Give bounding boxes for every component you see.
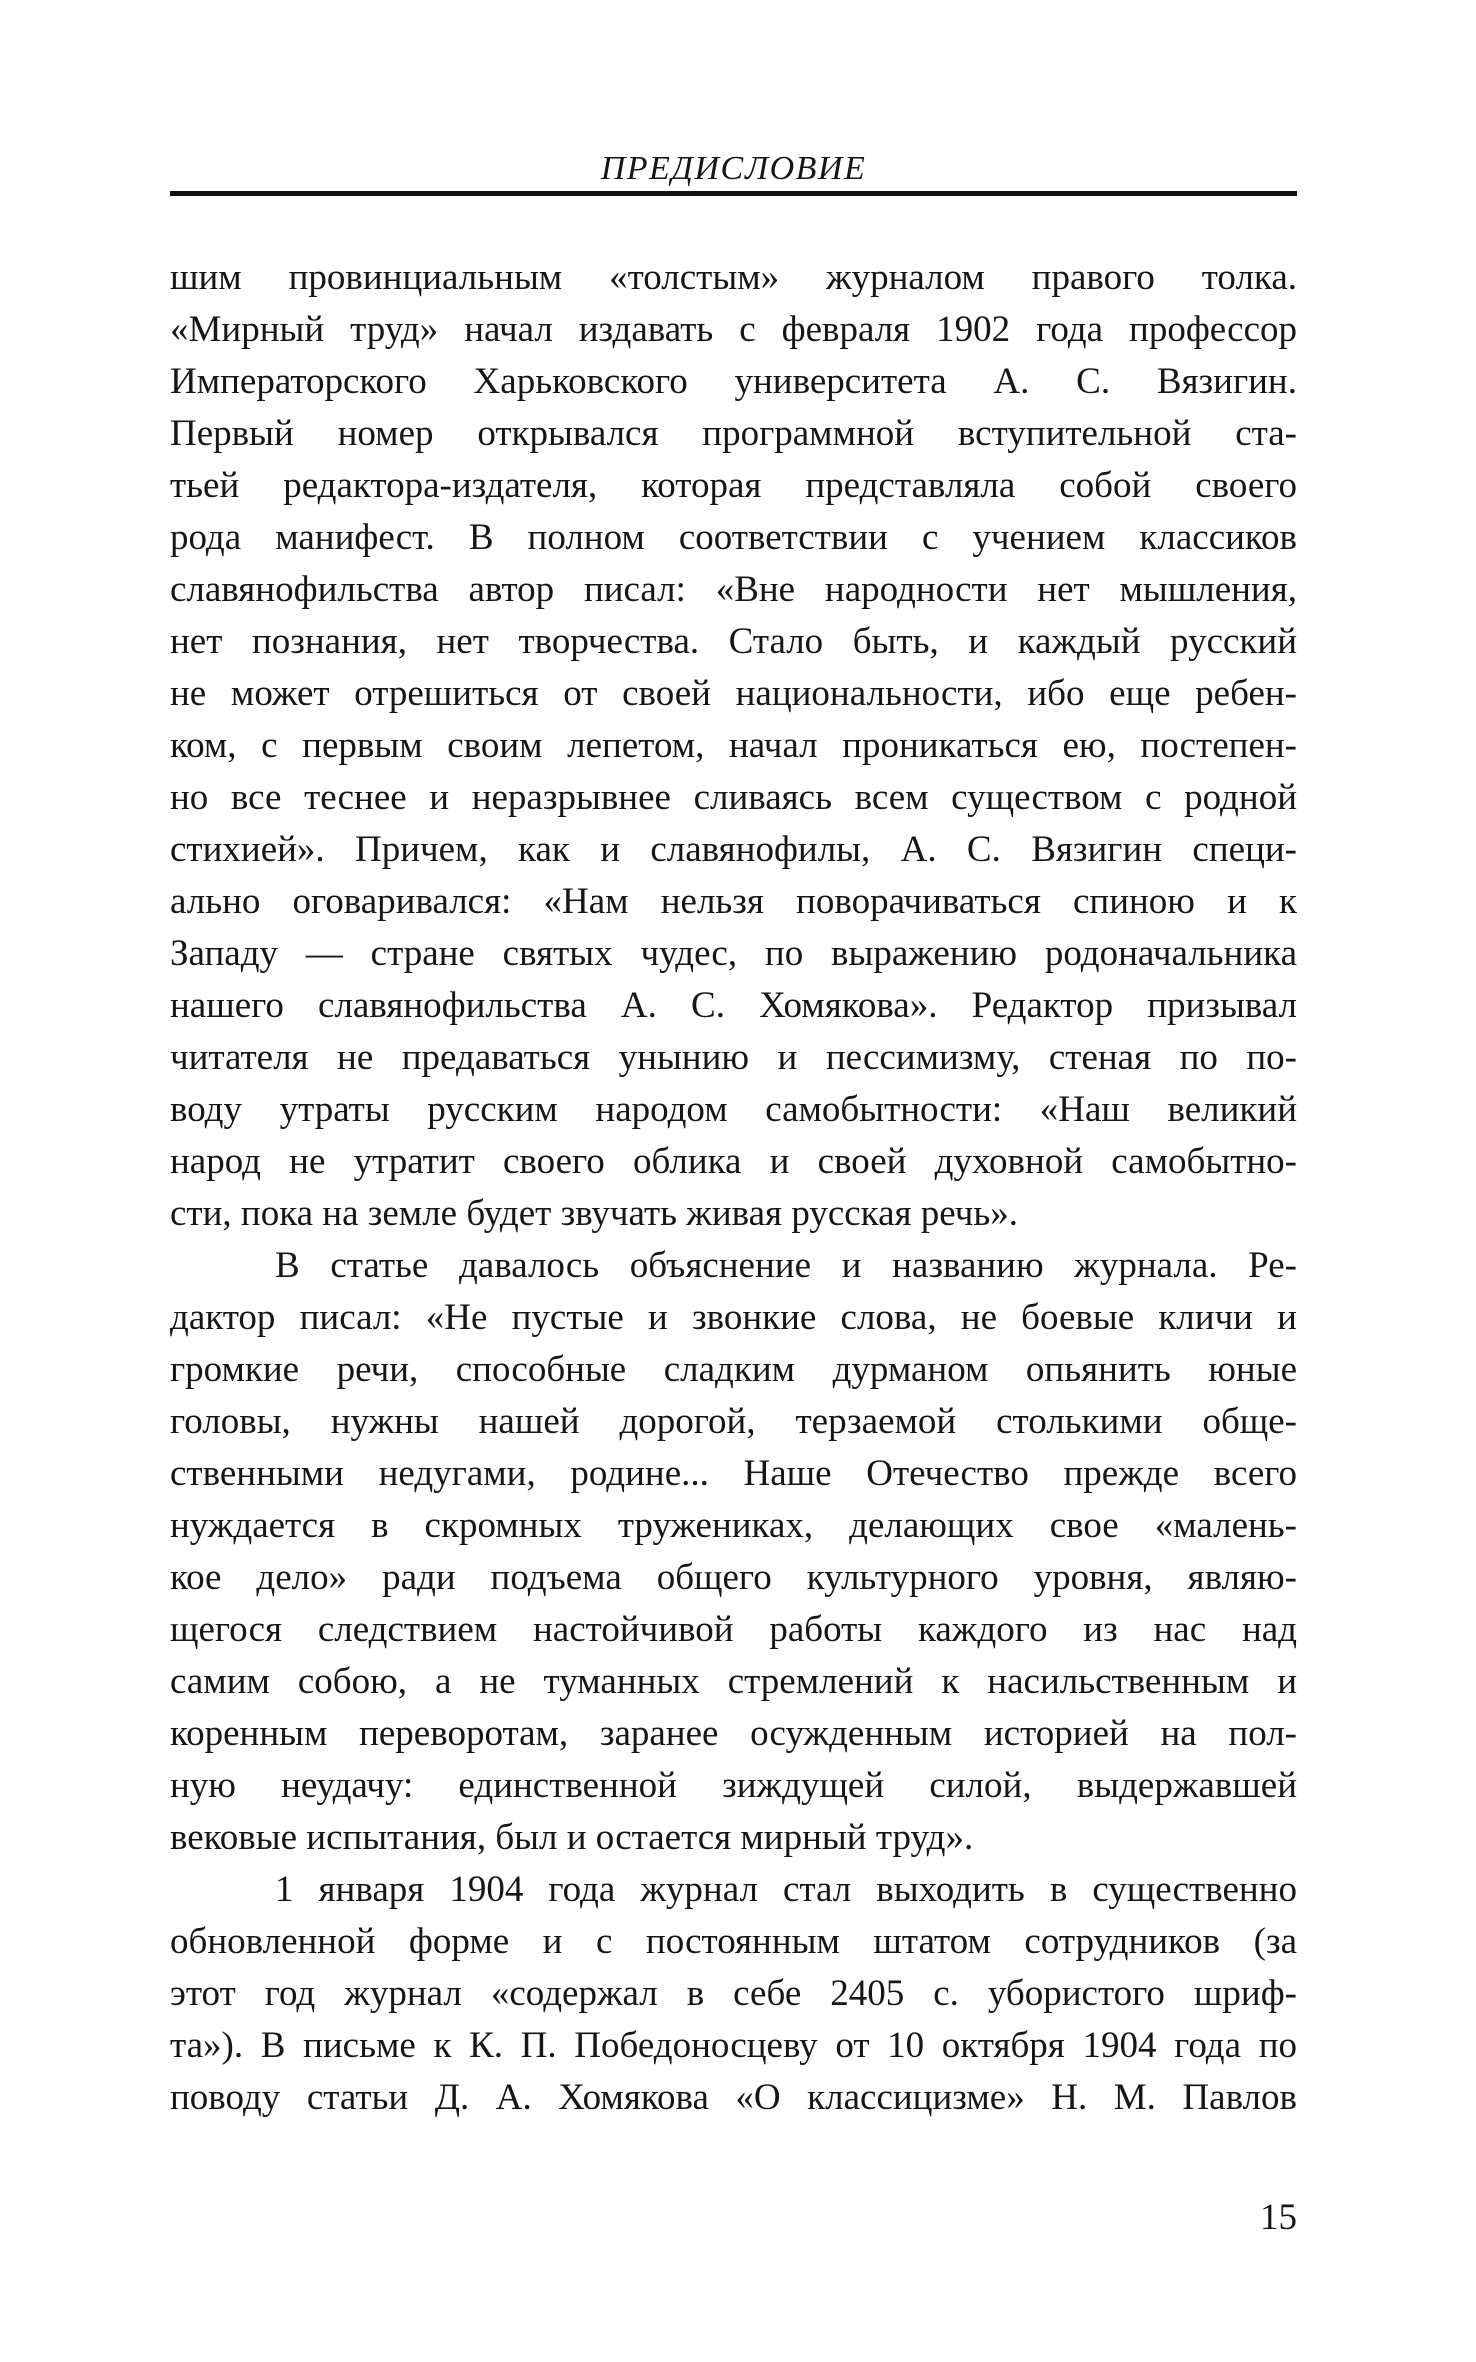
running-head: ПРЕДИСЛОВИЕ xyxy=(600,150,867,187)
text-line: та»). В письме к К. П. Победоносцеву от 10 октября 1904 года по xyxy=(170,2025,1297,2066)
text-line: не может отрешиться от своей национальности, ибо еще ребен- xyxy=(170,673,1297,714)
text-line: В статье давалось объяснение и названию журнала. Ре- xyxy=(275,1245,1297,1286)
text-line: коренным переворотам, заранее осужденным историей на пол- xyxy=(170,1713,1297,1754)
text-line: народ не утратит своего облика и своей духовной самобытно- xyxy=(170,1141,1297,1182)
text-line: тьей редактора-издателя, которая представляла собой своего xyxy=(170,465,1297,506)
text-line: обновленной форме и с постоянным штатом сотрудников (за xyxy=(170,1921,1297,1962)
text-line: громкие речи, способные сладким дурманом опьянить юные xyxy=(170,1349,1297,1390)
text-line: нашего славянофильства А. С. Хомякова». Редактор призывал xyxy=(170,985,1297,1026)
text-line: ком, с первым своим лепетом, начал проникаться ею, постепен- xyxy=(170,725,1297,766)
text-line: кое дело» ради подъема общего культурного уровня, являю- xyxy=(170,1557,1297,1598)
text-line: читателя не предаваться унынию и пессимизму, стеная по по- xyxy=(170,1037,1297,1078)
page-number: 15 xyxy=(1260,2197,1297,2238)
paragraph-3 xyxy=(170,1864,1297,2124)
text-line: 1 января 1904 года журнал стал выходить в существенно xyxy=(275,1869,1297,1910)
text-line: вековые испытания, был и остается мирный труд». xyxy=(170,1817,974,1858)
text-line: поводу статьи Д. А. Хомякова «О классицизме» Н. М. Павлов xyxy=(170,2077,1297,2118)
text-line: шим провинциальным «толстым» журналом правого толка. xyxy=(170,257,1297,298)
text-line: нуждается в скромных тружениках, делающих свое «малень- xyxy=(170,1505,1297,1546)
text-line: Западу — стране святых чудес, по выражению родоначальника xyxy=(170,933,1297,974)
text-line: воду утраты русским народом самобытности: «Наш великий xyxy=(170,1089,1297,1130)
text-line: стихией». Причем, как и славянофилы, А. С. Вязигин специ- xyxy=(170,829,1297,870)
body-text xyxy=(170,252,1297,2124)
paragraph-2 xyxy=(170,1240,1297,1864)
text-line: сти, пока на земле будет звучать живая русская речь». xyxy=(170,1193,1019,1234)
text-line: славянофильства автор писал: «Вне народности нет мышления, xyxy=(170,569,1297,610)
text-line: нет познания, нет творчества. Стало быть, и каждый русский xyxy=(170,621,1297,662)
text-line: этот год журнал «содержал в себе 2405 с. убористого шриф- xyxy=(170,1973,1297,2014)
text-line: «Мирный труд» начал издавать с февраля 1902 года профессор xyxy=(170,309,1297,350)
text-line: Императорского Харьковского университета А. С. Вязигин. xyxy=(170,361,1297,402)
text-line: щегося следствием настойчивой работы каждого из нас над xyxy=(170,1609,1297,1650)
text-line: самим собою, а не туманных стремлений к насильственным и xyxy=(170,1661,1297,1702)
text-line: рода манифест. В полном соответствии с учением классиков xyxy=(170,517,1297,558)
text-line: но все теснее и неразрывнее сливаясь всем существом с родной xyxy=(170,777,1297,818)
header-rule xyxy=(170,191,1297,196)
paragraph-1 xyxy=(170,252,1297,1240)
text-line: Первый номер открывался программной вступительной ста- xyxy=(170,413,1297,454)
text-line: головы, нужны нашей дорогой, терзаемой столькими обще- xyxy=(170,1401,1297,1442)
text-line: ственными недугами, родине... Наше Отечество прежде всего xyxy=(170,1453,1297,1494)
text-line: ную неудачу: единственной зиждущей силой, выдержавшей xyxy=(170,1765,1297,1806)
text-line: дактор писал: «Не пустые и звонкие слова, не боевые кличи и xyxy=(170,1297,1297,1338)
text-line: ально оговаривался: «Нам нельзя поворачиваться спиною и к xyxy=(170,881,1297,922)
